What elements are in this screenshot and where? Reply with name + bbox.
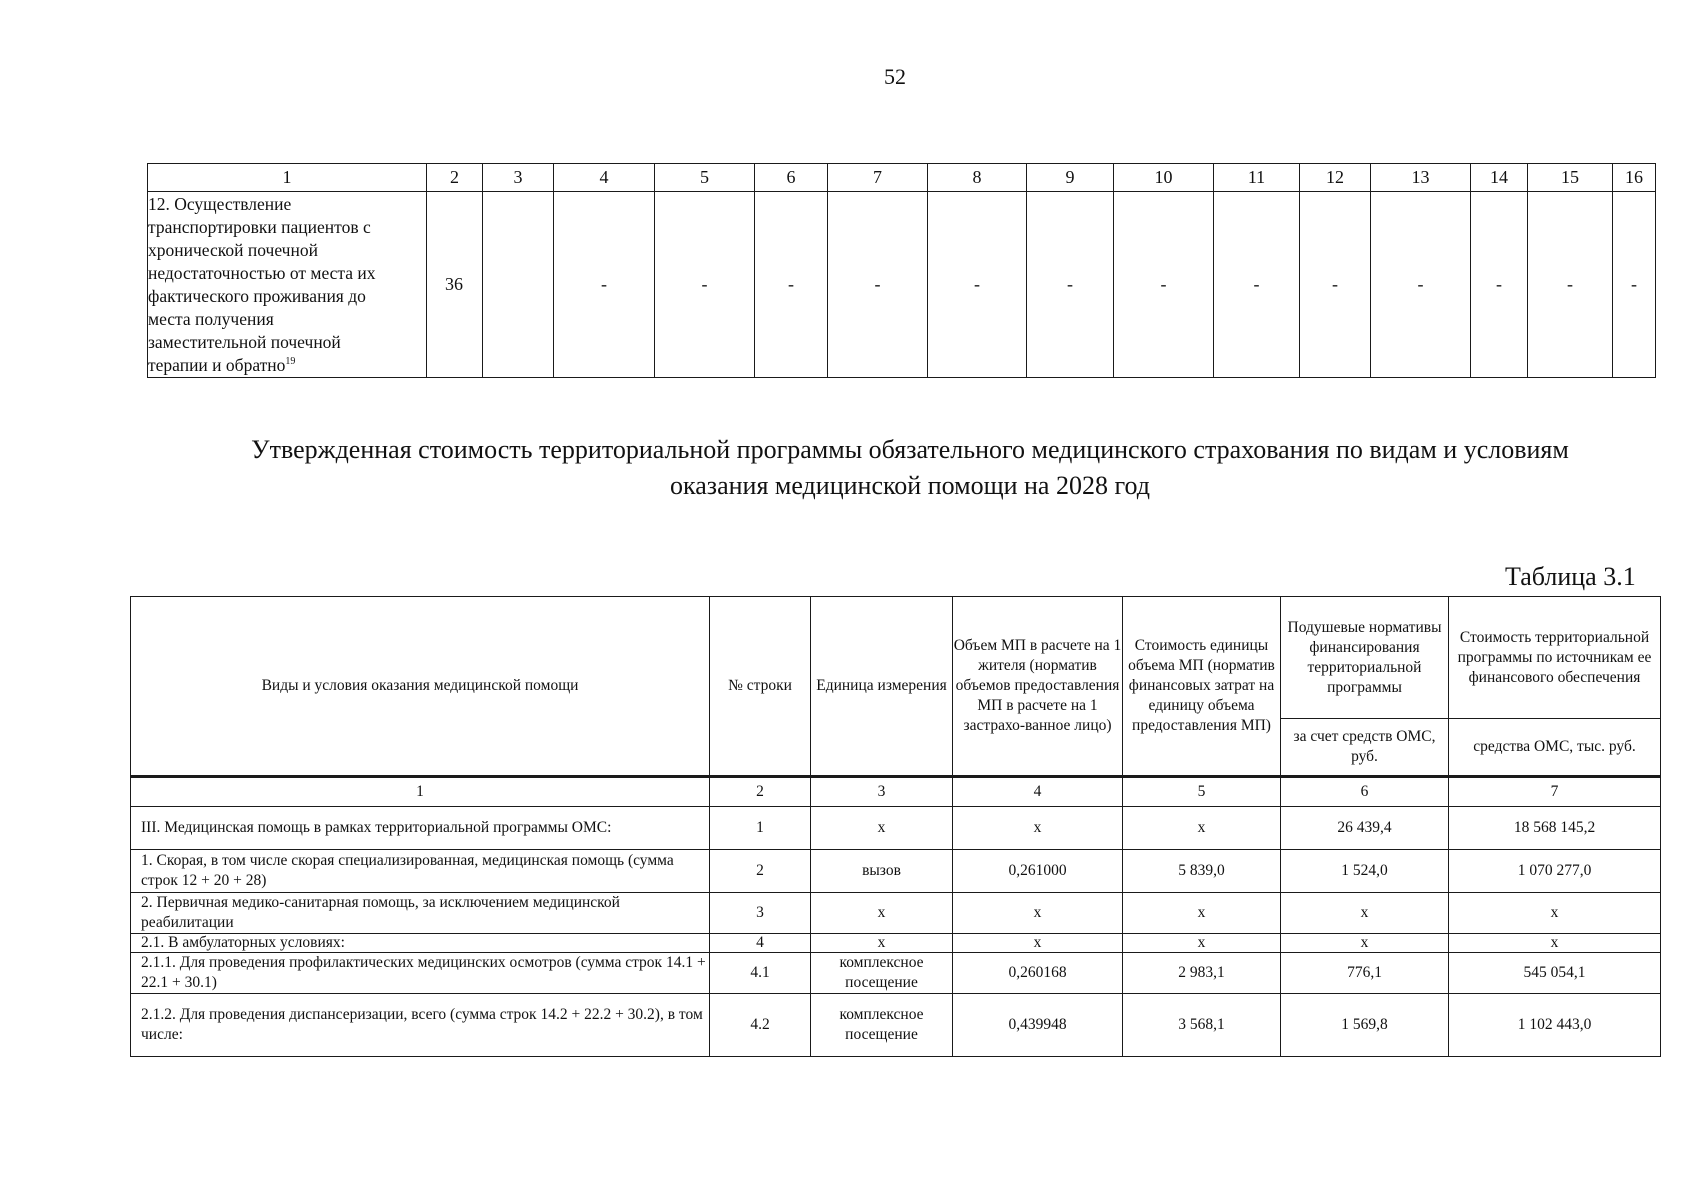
row-number: 4.2	[710, 994, 811, 1057]
column-number: 10	[1114, 164, 1214, 192]
row-name: 2. Первичная медико-санитарная помощь, за исключением медицинской реабилитации	[131, 893, 710, 934]
table-cell: -	[755, 192, 828, 378]
table-row	[131, 994, 1661, 1057]
column-number-row	[148, 164, 1656, 192]
header-unit-cost: Стоимость единицы объема МП (норматив финансовых затрат на единицу объема предоставления МП)	[1123, 597, 1281, 777]
table-cell: -	[1471, 192, 1528, 378]
row-unit: комплексное посещение	[811, 953, 953, 994]
row-number: 4	[710, 934, 811, 953]
row-total: 545 054,1	[1449, 953, 1661, 994]
column-number: 8	[928, 164, 1027, 192]
row-name: 2.1. В амбулаторных условиях:	[131, 934, 710, 953]
row-unit: х	[811, 893, 953, 934]
table-cell: -	[1300, 192, 1371, 378]
table-cell: -	[1371, 192, 1471, 378]
column-number: 4	[554, 164, 655, 192]
column-number: 7	[1449, 777, 1661, 807]
header-row-number: № строки	[710, 597, 811, 777]
row-per-capita: 776,1	[1281, 953, 1449, 994]
row-volume: х	[953, 807, 1123, 850]
column-number-row	[131, 777, 1661, 807]
cost-table	[130, 596, 1661, 1057]
column-number: 3	[811, 777, 953, 807]
table-cell: -	[1114, 192, 1214, 378]
row-number: 2	[710, 850, 811, 893]
column-number: 4	[953, 777, 1123, 807]
header-row	[131, 597, 1661, 719]
document-heading	[130, 432, 1690, 504]
row-name: 2.1.1. Для проведения профилактических медицинских осмотров (сумма строк 14.1 + 22.1 + 30.1)	[131, 953, 710, 994]
row-unit: комплексное посещение	[811, 994, 953, 1057]
row-number: 3	[710, 893, 811, 934]
row-unit: х	[811, 807, 953, 850]
column-number: 13	[1371, 164, 1471, 192]
column-number: 5	[1123, 777, 1281, 807]
heading-line-1: Утвержденная стоимость территориальной программы обязательного медицинского страхования по видам и условиям	[251, 435, 1569, 464]
row-description: 12. Осуществление транспортировки пациентов с хронической почечной недостаточностью от места их фактического проживания до места получения заместительной почечной терапии и обратно$^{19}$	[148, 192, 427, 378]
row-number: 4.1	[710, 953, 811, 994]
column-number: 5	[655, 164, 755, 192]
row-per-capita: 1 569,8	[1281, 994, 1449, 1057]
row-per-capita: х	[1281, 893, 1449, 934]
continuation-table	[147, 163, 1656, 378]
table-row	[148, 192, 1656, 378]
header-program-cost: Стоимость территориальной программы по источникам ее финансового обеспечения	[1449, 597, 1661, 719]
row-volume: х	[953, 934, 1123, 953]
column-number: 3	[483, 164, 554, 192]
table-cell: -	[1613, 192, 1656, 378]
table-row	[131, 850, 1661, 893]
column-number: 2	[710, 777, 811, 807]
column-number: 12	[1300, 164, 1371, 192]
row-total: х	[1449, 893, 1661, 934]
header-per-capita-oms: за счет средств ОМС, руб.	[1281, 719, 1449, 777]
row-unit: вызов	[811, 850, 953, 893]
row-volume: 0,439948	[953, 994, 1123, 1057]
row-cost: 5 839,0	[1123, 850, 1281, 893]
table-cell: -	[828, 192, 928, 378]
header-volume: Объем МП в расчете на 1 жителя (норматив объемов предоставления МП в расчете на 1 застрахо-ванное лицо)	[953, 597, 1123, 777]
table-row	[131, 807, 1661, 850]
row-cost: х	[1123, 934, 1281, 953]
table-cell: -	[655, 192, 755, 378]
table-cell: -	[1214, 192, 1300, 378]
header-unit: Единица измерения	[811, 597, 953, 777]
table-cell: -	[554, 192, 655, 378]
row-name: 1. Скорая, в том числе скорая специализированная, медицинская помощь (сумма строк 12 + 20 + 28)	[131, 850, 710, 893]
row-cost: х	[1123, 893, 1281, 934]
row-per-capita: 26 439,4	[1281, 807, 1449, 850]
column-number: 2	[427, 164, 483, 192]
header-types: Виды и условия оказания медицинской помощи	[131, 597, 710, 777]
row-volume: х	[953, 893, 1123, 934]
column-number: 6	[755, 164, 828, 192]
column-number: 16	[1613, 164, 1656, 192]
table-row	[131, 934, 1661, 953]
column-number: 1	[131, 777, 710, 807]
row-per-capita: 1 524,0	[1281, 850, 1449, 893]
row-volume: 0,260168	[953, 953, 1123, 994]
row-number: 1	[710, 807, 811, 850]
column-number: 6	[1281, 777, 1449, 807]
row-cost: х	[1123, 807, 1281, 850]
heading-line-2: оказания медицинской помощи на 2028 год	[670, 471, 1150, 500]
table-cell: -	[928, 192, 1027, 378]
row-total: 1 070 277,0	[1449, 850, 1661, 893]
column-number: 1	[148, 164, 427, 192]
row-total: 1 102 443,0	[1449, 994, 1661, 1057]
row-volume: 0,261000	[953, 850, 1123, 893]
row-total: 18 568 145,2	[1449, 807, 1661, 850]
column-number: 15	[1528, 164, 1613, 192]
table-label: Таблица 3.1	[1505, 562, 1636, 591]
row-name: 2.1.2. Для проведения диспансеризации, всего (сумма строк 14.2 + 22.2 + 30.2), в том числе:	[131, 994, 710, 1057]
column-number: 9	[1027, 164, 1114, 192]
table-row	[131, 893, 1661, 934]
row-number: 36	[427, 192, 483, 378]
column-number: 14	[1471, 164, 1528, 192]
page-number: 52	[884, 64, 906, 89]
row-cost: 3 568,1	[1123, 994, 1281, 1057]
table-row	[131, 953, 1661, 994]
table-cell: -	[1027, 192, 1114, 378]
row-unit: х	[811, 934, 953, 953]
footnote-marker: 19	[285, 356, 296, 368]
row-per-capita: х	[1281, 934, 1449, 953]
header-program-cost-oms: средства ОМС, тыс. руб.	[1449, 719, 1661, 777]
table-cell: -	[1528, 192, 1613, 378]
row-name: III. Медицинская помощь в рамках территориальной программы ОМС:	[131, 807, 710, 850]
table-cell	[483, 192, 554, 378]
row-cost: 2 983,1	[1123, 953, 1281, 994]
header-per-capita: Подушевые нормативы финансирования территориальной программы	[1281, 597, 1449, 719]
column-number: 11	[1214, 164, 1300, 192]
column-number: 7	[828, 164, 928, 192]
row-total: х	[1449, 934, 1661, 953]
